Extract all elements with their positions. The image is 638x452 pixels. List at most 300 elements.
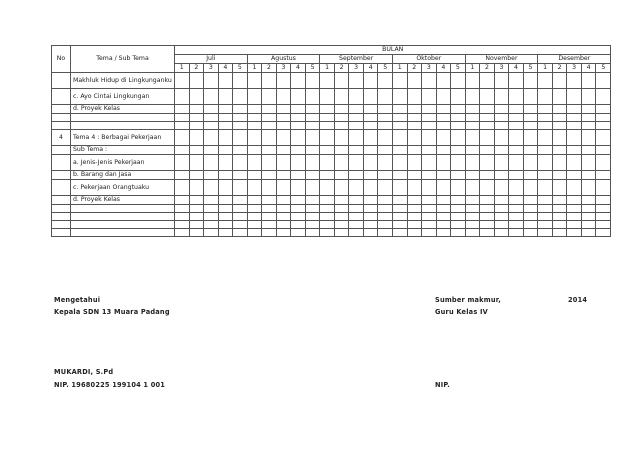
week-cell (436, 213, 451, 221)
week-cell (262, 171, 277, 180)
row-number (52, 73, 71, 89)
week-cell (392, 105, 407, 114)
week-cell (233, 130, 248, 146)
week-cell (392, 155, 407, 171)
week-cell (204, 205, 219, 213)
week-cell (494, 114, 509, 122)
week-cell (349, 229, 364, 237)
week-cell (334, 122, 349, 130)
week-cell (349, 73, 364, 89)
week-cell (349, 213, 364, 221)
week-cell (349, 155, 364, 171)
week-header: 5 (596, 64, 611, 73)
week-cell (276, 130, 291, 146)
week-cell (422, 105, 437, 114)
week-header: 1 (392, 64, 407, 73)
row-number (52, 122, 71, 130)
week-cell (581, 221, 596, 229)
week-cell (378, 73, 393, 89)
week-cell (320, 114, 335, 122)
week-cell (276, 229, 291, 237)
week-cell (320, 73, 335, 89)
week-cell (189, 196, 204, 205)
week-cell (334, 180, 349, 196)
week-cell (596, 114, 611, 122)
week-cell (494, 213, 509, 221)
week-cell (320, 205, 335, 213)
week-cell (392, 114, 407, 122)
week-cell (436, 221, 451, 229)
week-cell (407, 89, 422, 105)
row-number (52, 146, 71, 155)
week-cell (509, 73, 524, 89)
week-cell (581, 105, 596, 114)
week-cell (436, 205, 451, 213)
week-cell (451, 205, 466, 213)
week-cell (552, 171, 567, 180)
week-cell (509, 221, 524, 229)
week-cell (407, 122, 422, 130)
week-cell (392, 213, 407, 221)
row-theme (71, 213, 175, 221)
week-cell (247, 73, 262, 89)
week-cell (175, 130, 190, 146)
week-cell (175, 89, 190, 105)
week-cell (349, 196, 364, 205)
week-cell (552, 196, 567, 205)
row-theme: c. Ayo Cintai Lingkungan (71, 89, 175, 105)
week-cell (480, 221, 495, 229)
week-cell (363, 229, 378, 237)
table-row (52, 89, 611, 105)
week-cell (363, 205, 378, 213)
week-cell (494, 221, 509, 229)
week-cell (218, 155, 233, 171)
table-row (52, 73, 611, 89)
week-cell (363, 89, 378, 105)
week-cell (175, 171, 190, 180)
table-row (52, 171, 611, 180)
week-cell (233, 155, 248, 171)
week-cell (378, 146, 393, 155)
week-cell (436, 171, 451, 180)
row-number (52, 213, 71, 221)
week-cell (422, 213, 437, 221)
acknowledged-label: Mengetahui (54, 296, 101, 304)
week-cell (451, 146, 466, 155)
week-cell (233, 180, 248, 196)
week-cell (247, 180, 262, 196)
month-header: September (320, 55, 393, 64)
week-cell (538, 73, 553, 89)
week-cell (334, 196, 349, 205)
week-cell (567, 180, 582, 196)
row-number (52, 196, 71, 205)
week-header: 3 (422, 64, 437, 73)
week-cell (451, 114, 466, 122)
week-cell (509, 213, 524, 221)
week-cell (494, 171, 509, 180)
year: 2014 (568, 296, 588, 304)
week-cell (436, 130, 451, 146)
week-cell (291, 221, 306, 229)
week-cell (320, 229, 335, 237)
week-cell (465, 221, 480, 229)
week-cell (378, 155, 393, 171)
week-cell (175, 229, 190, 237)
table-row (52, 146, 611, 155)
row-number (52, 105, 71, 114)
week-cell (218, 130, 233, 146)
week-cell (480, 122, 495, 130)
week-cell (204, 155, 219, 171)
week-cell (451, 171, 466, 180)
week-cell (581, 146, 596, 155)
week-cell (305, 105, 320, 114)
week-cell (320, 196, 335, 205)
week-cell (233, 89, 248, 105)
week-cell (175, 196, 190, 205)
week-cell (480, 205, 495, 213)
week-cell (596, 105, 611, 114)
week-cell (538, 221, 553, 229)
week-header: 4 (291, 64, 306, 73)
week-cell (218, 89, 233, 105)
week-cell (436, 89, 451, 105)
week-cell (538, 171, 553, 180)
week-cell (523, 146, 538, 155)
month-header: Oktober (392, 55, 465, 64)
week-header: 4 (363, 64, 378, 73)
week-cell (291, 89, 306, 105)
week-cell (538, 146, 553, 155)
week-cell (581, 122, 596, 130)
week-cell (567, 73, 582, 89)
week-cell (581, 155, 596, 171)
week-cell (567, 229, 582, 237)
row-theme: d. Proyek Kelas (71, 196, 175, 205)
week-cell (436, 196, 451, 205)
week-cell (581, 229, 596, 237)
week-cell (363, 105, 378, 114)
week-cell (363, 155, 378, 171)
week-cell (334, 105, 349, 114)
week-cell (392, 180, 407, 196)
week-cell (392, 89, 407, 105)
week-cell (596, 229, 611, 237)
week-cell (392, 146, 407, 155)
week-cell (247, 229, 262, 237)
week-cell (291, 114, 306, 122)
week-cell (509, 205, 524, 213)
week-cell (465, 155, 480, 171)
week-cell (509, 155, 524, 171)
week-cell (567, 114, 582, 122)
week-cell (407, 180, 422, 196)
row-theme (71, 122, 175, 130)
row-number (52, 221, 71, 229)
week-cell (596, 122, 611, 130)
week-cell (552, 213, 567, 221)
week-cell (247, 122, 262, 130)
week-cell (523, 105, 538, 114)
week-cell (334, 205, 349, 213)
week-header: 3 (204, 64, 219, 73)
week-cell (204, 89, 219, 105)
week-cell (436, 105, 451, 114)
week-cell (378, 122, 393, 130)
week-cell (422, 221, 437, 229)
week-cell (363, 213, 378, 221)
week-cell (175, 213, 190, 221)
week-cell (204, 229, 219, 237)
week-cell (465, 122, 480, 130)
week-cell (349, 105, 364, 114)
week-cell (422, 122, 437, 130)
week-cell (523, 229, 538, 237)
week-cell (451, 105, 466, 114)
week-cell (378, 89, 393, 105)
week-header: 2 (262, 64, 277, 73)
week-cell (305, 155, 320, 171)
week-cell (581, 180, 596, 196)
week-cell (581, 196, 596, 205)
week-cell (436, 155, 451, 171)
week-cell (480, 180, 495, 196)
week-cell (378, 130, 393, 146)
planning-sheet (51, 45, 611, 237)
week-cell (320, 180, 335, 196)
row-number (52, 205, 71, 213)
row-number (52, 89, 71, 105)
week-cell (204, 73, 219, 89)
week-cell (320, 213, 335, 221)
week-cell (465, 180, 480, 196)
week-cell (552, 180, 567, 196)
week-cell (422, 73, 437, 89)
week-cell (349, 171, 364, 180)
week-cell (291, 229, 306, 237)
week-cell (596, 221, 611, 229)
week-cell (567, 221, 582, 229)
week-cell (218, 180, 233, 196)
week-cell (218, 205, 233, 213)
week-cell (494, 180, 509, 196)
week-cell (494, 89, 509, 105)
row-theme: Makhluk Hidup di Lingkunganku (71, 73, 175, 89)
week-cell (276, 155, 291, 171)
week-header: 5 (305, 64, 320, 73)
week-cell (465, 146, 480, 155)
week-cell (480, 89, 495, 105)
week-cell (407, 213, 422, 221)
table-row (52, 221, 611, 229)
week-cell (204, 114, 219, 122)
week-cell (378, 114, 393, 122)
week-cell (247, 146, 262, 155)
week-cell (407, 205, 422, 213)
week-cell (189, 155, 204, 171)
week-header: 3 (349, 64, 364, 73)
week-cell (436, 114, 451, 122)
table-row (52, 180, 611, 196)
week-cell (247, 171, 262, 180)
week-cell (363, 122, 378, 130)
week-cell (465, 213, 480, 221)
week-cell (378, 213, 393, 221)
week-cell (538, 105, 553, 114)
week-cell (334, 155, 349, 171)
week-cell (581, 213, 596, 221)
header-bulan: BULAN (175, 46, 611, 55)
week-cell (538, 114, 553, 122)
week-cell (596, 89, 611, 105)
week-cell (538, 130, 553, 146)
week-cell (494, 105, 509, 114)
week-cell (189, 89, 204, 105)
week-header: 1 (538, 64, 553, 73)
week-cell (451, 221, 466, 229)
week-cell (552, 229, 567, 237)
week-cell (480, 196, 495, 205)
week-cell (363, 171, 378, 180)
week-cell (349, 146, 364, 155)
week-cell (204, 105, 219, 114)
week-cell (567, 213, 582, 221)
week-cell (247, 155, 262, 171)
week-cell (189, 105, 204, 114)
week-cell (233, 221, 248, 229)
week-cell (262, 130, 277, 146)
week-cell (276, 146, 291, 155)
week-cell (436, 146, 451, 155)
week-cell (233, 105, 248, 114)
week-cell (305, 89, 320, 105)
week-cell (538, 155, 553, 171)
week-cell (422, 89, 437, 105)
week-cell (276, 196, 291, 205)
week-cell (567, 155, 582, 171)
week-cell (305, 180, 320, 196)
week-cell (189, 213, 204, 221)
week-header: 2 (334, 64, 349, 73)
schedule-table (51, 45, 611, 237)
week-header: 2 (480, 64, 495, 73)
week-cell (567, 171, 582, 180)
week-cell (480, 105, 495, 114)
week-cell (291, 205, 306, 213)
week-cell (480, 73, 495, 89)
week-cell (233, 196, 248, 205)
week-cell (596, 146, 611, 155)
row-theme: Sub Tema : (71, 146, 175, 155)
week-cell (189, 130, 204, 146)
week-cell (334, 130, 349, 146)
week-cell (581, 114, 596, 122)
week-cell (247, 89, 262, 105)
week-cell (247, 114, 262, 122)
week-cell (218, 221, 233, 229)
week-cell (334, 229, 349, 237)
week-cell (552, 130, 567, 146)
week-cell (581, 73, 596, 89)
week-cell (480, 213, 495, 221)
week-cell (465, 73, 480, 89)
week-cell (363, 180, 378, 196)
week-cell (262, 196, 277, 205)
week-cell (422, 171, 437, 180)
week-cell (363, 73, 378, 89)
week-cell (509, 89, 524, 105)
week-cell (204, 221, 219, 229)
week-cell (218, 229, 233, 237)
week-cell (523, 130, 538, 146)
week-header: 2 (189, 64, 204, 73)
week-header: 2 (552, 64, 567, 73)
week-cell (567, 105, 582, 114)
week-cell (451, 196, 466, 205)
week-cell (276, 221, 291, 229)
week-cell (247, 130, 262, 146)
row-theme (71, 221, 175, 229)
week-cell (538, 180, 553, 196)
week-cell (189, 180, 204, 196)
week-cell (451, 213, 466, 221)
week-cell (392, 221, 407, 229)
week-cell (422, 155, 437, 171)
table-row (52, 196, 611, 205)
week-cell (233, 114, 248, 122)
week-header: 1 (465, 64, 480, 73)
week-cell (218, 114, 233, 122)
week-cell (363, 130, 378, 146)
week-cell (523, 180, 538, 196)
week-cell (305, 196, 320, 205)
week-cell (204, 146, 219, 155)
week-cell (523, 221, 538, 229)
week-cell (233, 146, 248, 155)
week-cell (407, 155, 422, 171)
week-cell (262, 155, 277, 171)
week-header: 3 (567, 64, 582, 73)
week-cell (523, 73, 538, 89)
week-header: 5 (233, 64, 248, 73)
header-no: No (52, 46, 71, 73)
week-cell (233, 73, 248, 89)
week-cell (218, 122, 233, 130)
week-cell (175, 122, 190, 130)
week-header: 5 (451, 64, 466, 73)
week-cell (320, 221, 335, 229)
week-cell (320, 130, 335, 146)
week-cell (305, 229, 320, 237)
week-cell (189, 73, 204, 89)
week-cell (175, 146, 190, 155)
week-cell (509, 130, 524, 146)
week-cell (407, 171, 422, 180)
row-number (52, 114, 71, 122)
week-cell (349, 122, 364, 130)
table-row (52, 205, 611, 213)
week-cell (480, 171, 495, 180)
week-cell (247, 221, 262, 229)
week-cell (523, 196, 538, 205)
week-cell (378, 229, 393, 237)
week-cell (175, 221, 190, 229)
week-cell (262, 114, 277, 122)
week-cell (451, 155, 466, 171)
week-cell (538, 122, 553, 130)
